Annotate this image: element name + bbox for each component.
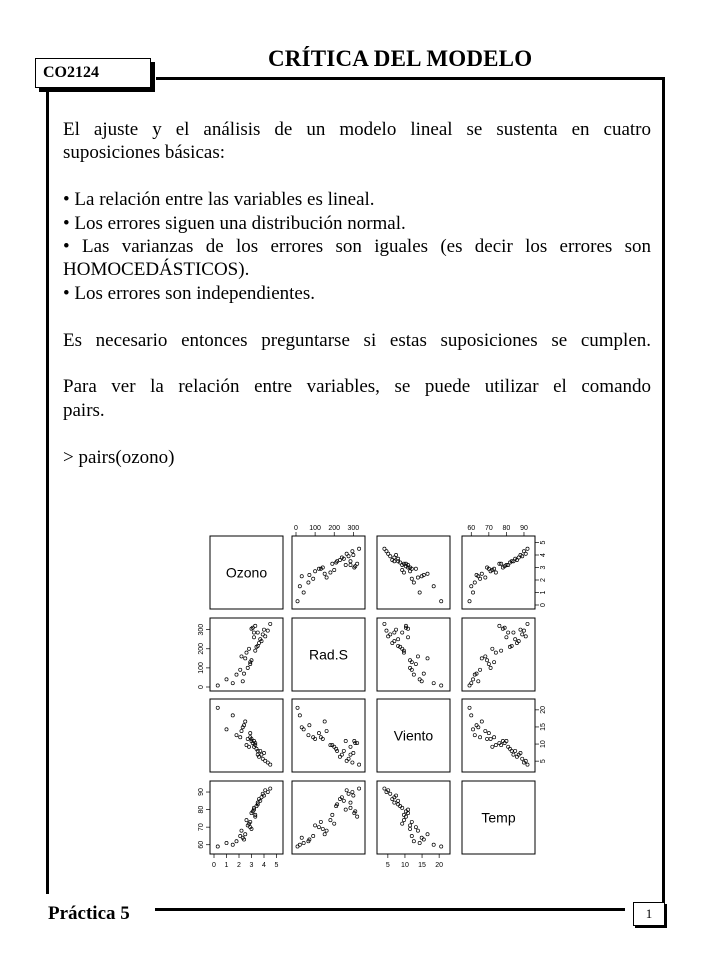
data-point — [349, 563, 352, 566]
data-point — [512, 631, 515, 634]
data-point — [314, 570, 317, 573]
data-point — [240, 655, 243, 658]
data-point — [314, 824, 317, 827]
data-point — [342, 749, 345, 752]
data-point — [260, 796, 263, 799]
data-point — [440, 600, 443, 603]
data-point — [418, 678, 421, 681]
data-point — [247, 647, 250, 650]
data-point — [471, 591, 474, 594]
bullet-variance-cont: HOMOCEDÁSTICOS). — [63, 259, 250, 281]
tick-label: 1 — [540, 590, 547, 595]
data-point — [329, 819, 332, 822]
data-point — [484, 655, 487, 658]
data-point — [432, 843, 435, 846]
data-point — [473, 734, 476, 737]
data-point — [235, 734, 238, 737]
data-point — [420, 680, 423, 683]
data-point — [239, 834, 242, 837]
data-point — [357, 787, 360, 790]
panel-rads-viento — [377, 618, 450, 691]
data-point — [498, 624, 501, 627]
data-point — [503, 741, 506, 744]
tick-label: 200 — [328, 525, 341, 532]
tick-label: 0 — [294, 525, 298, 532]
data-point — [345, 759, 348, 762]
page-number-box — [633, 902, 665, 926]
data-point — [514, 638, 517, 641]
data-point — [302, 841, 305, 844]
data-point — [225, 728, 228, 731]
data-point — [393, 556, 396, 559]
tick-label: 60 — [467, 525, 476, 532]
tick-label: 10 — [540, 740, 547, 748]
data-point — [477, 680, 480, 683]
data-point — [432, 585, 435, 588]
data-point — [325, 729, 328, 732]
data-point — [494, 651, 497, 654]
tick-label: 4 — [540, 553, 547, 557]
data-point — [264, 759, 267, 762]
data-point — [312, 577, 315, 580]
data-point — [426, 657, 429, 660]
tick-label: 80 — [502, 525, 511, 532]
data-point — [470, 585, 473, 588]
data-point — [494, 571, 497, 574]
data-point — [526, 763, 529, 766]
data-point — [319, 820, 322, 823]
data-point — [507, 745, 510, 748]
data-point — [302, 591, 305, 594]
data-point — [416, 829, 419, 832]
bullet-independence: • Los errores son independientes. — [63, 282, 316, 304]
tick-label: 1 — [224, 862, 229, 869]
panel-temp-ozono — [210, 781, 283, 854]
data-point — [402, 819, 405, 822]
tick-label: 0 — [212, 862, 216, 869]
data-point — [393, 801, 396, 804]
tick-label: 80 — [198, 805, 205, 814]
intro-line-2: suposiciones básicas: — [63, 142, 226, 164]
data-point — [296, 706, 299, 709]
data-point — [317, 826, 320, 829]
data-point — [308, 724, 311, 727]
data-point — [391, 797, 394, 800]
data-point — [500, 743, 503, 746]
data-point — [487, 662, 490, 665]
data-point — [296, 600, 299, 603]
variable-label-ozono: Ozono — [225, 564, 268, 581]
variable-label-viento: Viento — [393, 727, 434, 744]
data-point — [352, 553, 355, 556]
data-point — [418, 591, 421, 594]
tick-label: 2 — [540, 578, 547, 582]
tick-label: 4 — [262, 862, 266, 869]
data-point — [397, 799, 400, 802]
data-point — [406, 812, 409, 815]
data-point — [240, 729, 243, 732]
data-point — [391, 641, 394, 644]
data-point — [266, 629, 269, 632]
data-point — [269, 763, 272, 766]
data-point — [416, 655, 419, 658]
data-point — [331, 813, 334, 816]
data-point — [408, 824, 411, 827]
data-point — [402, 813, 405, 816]
data-point — [329, 571, 332, 574]
data-point — [412, 673, 415, 676]
data-point — [401, 806, 404, 809]
data-point — [480, 720, 483, 723]
data-point — [517, 556, 520, 559]
tick-label: 60 — [198, 840, 205, 849]
data-point — [239, 736, 242, 739]
data-point — [241, 680, 244, 683]
data-point — [505, 636, 508, 639]
data-point — [526, 547, 529, 550]
data-point — [239, 668, 242, 671]
data-point — [244, 833, 247, 836]
pairs-line-2: pairs. — [63, 399, 105, 421]
data-point — [245, 651, 248, 654]
data-point — [473, 581, 476, 584]
data-point — [349, 560, 352, 563]
data-point — [397, 803, 400, 806]
data-point — [231, 714, 234, 717]
data-point — [404, 815, 407, 818]
data-point — [397, 638, 400, 641]
data-point — [505, 739, 508, 742]
data-point — [521, 757, 524, 760]
data-point — [302, 728, 305, 731]
question-line: Es necesario entonces preguntarse si estas suposiciones se cumplen. — [63, 329, 651, 351]
data-point — [418, 841, 421, 844]
data-point — [256, 631, 259, 634]
data-point — [383, 787, 386, 790]
data-point — [216, 706, 219, 709]
data-point — [216, 684, 219, 687]
data-point — [401, 822, 404, 825]
data-point — [323, 572, 326, 575]
data-point — [308, 573, 311, 576]
data-point — [298, 843, 301, 846]
data-point — [357, 763, 360, 766]
data-point — [489, 666, 492, 669]
data-point — [245, 743, 248, 746]
data-point — [526, 622, 529, 625]
tick-label: 200 — [198, 642, 205, 655]
data-point — [471, 728, 474, 731]
tick-label: 70 — [484, 525, 493, 532]
data-point — [340, 753, 343, 756]
data-point — [440, 684, 443, 687]
tick-label: 15 — [418, 862, 426, 869]
data-point — [249, 732, 252, 735]
data-point — [349, 801, 352, 804]
data-point — [298, 585, 301, 588]
tick-label: 5 — [540, 540, 547, 545]
data-point — [519, 628, 522, 631]
data-point — [416, 576, 419, 579]
tick-label: 3 — [540, 565, 547, 570]
data-point — [344, 808, 347, 811]
data-point — [300, 726, 303, 729]
footer-label: Práctica 5 — [48, 903, 130, 924]
data-point — [484, 576, 487, 579]
data-point — [401, 631, 404, 634]
data-point — [300, 575, 303, 578]
tick-label: 90 — [520, 525, 528, 532]
data-point — [389, 633, 392, 636]
data-point — [383, 622, 386, 625]
data-point — [244, 720, 247, 723]
data-point — [498, 741, 501, 744]
tick-label: 70 — [198, 823, 205, 832]
data-point — [515, 755, 518, 758]
page-number: 1 — [645, 906, 653, 921]
tick-label: 100 — [309, 525, 321, 532]
tick-label: 5 — [274, 862, 279, 869]
data-point — [399, 804, 402, 807]
data-point — [225, 678, 228, 681]
data-point — [406, 636, 409, 639]
data-point — [307, 734, 310, 737]
data-point — [480, 572, 483, 575]
panel-viento-ozono — [210, 699, 283, 772]
data-point — [521, 633, 524, 636]
data-point — [252, 636, 255, 639]
data-point — [349, 745, 352, 748]
data-point — [252, 631, 255, 634]
data-point — [225, 841, 228, 844]
data-point — [385, 629, 388, 632]
data-point — [246, 666, 249, 669]
data-point — [494, 743, 497, 746]
intro-line-1: El ajuste y el análisis de un modelo lineal se sustenta en cuatro — [63, 119, 651, 140]
data-point — [356, 815, 359, 818]
data-point — [420, 836, 423, 839]
tick-label: 3 — [249, 862, 254, 869]
data-point — [394, 628, 397, 631]
data-point — [331, 562, 334, 565]
data-point — [231, 843, 234, 846]
data-point — [406, 808, 409, 811]
variable-label-rads: Rad.S — [309, 646, 348, 663]
bullet-variance: • Las varianzas de los errores son iguales (es decir los errores son — [63, 236, 651, 258]
command-line: > pairs(ozono) — [63, 446, 175, 468]
tick-label: 20 — [540, 705, 547, 714]
data-point — [300, 836, 303, 839]
data-point — [235, 840, 238, 843]
data-point — [500, 649, 503, 652]
data-point — [489, 737, 492, 740]
data-point — [323, 720, 326, 723]
data-point — [393, 640, 396, 643]
data-point — [485, 659, 488, 662]
data-point — [351, 761, 354, 764]
data-point — [414, 567, 417, 570]
data-point — [269, 787, 272, 790]
data-point — [412, 840, 415, 843]
data-point — [344, 739, 347, 742]
data-point — [347, 792, 350, 795]
data-point — [240, 829, 243, 832]
data-point — [491, 647, 494, 650]
page-title: CRÍTICA DEL MODELO — [268, 46, 533, 71]
data-point — [269, 622, 272, 625]
tick-label: 20 — [435, 862, 444, 869]
data-point — [351, 790, 354, 793]
data-point — [501, 739, 504, 742]
data-point — [468, 600, 471, 603]
data-point — [242, 672, 245, 675]
data-point — [323, 833, 326, 836]
data-point — [422, 672, 425, 675]
variable-label-temp: Temp — [481, 809, 516, 826]
data-point — [440, 845, 443, 848]
data-point — [262, 628, 265, 631]
data-point — [487, 732, 490, 735]
data-point — [325, 829, 328, 832]
data-point — [426, 572, 429, 575]
tick-label: 90 — [198, 788, 205, 796]
data-point — [414, 662, 417, 665]
data-point — [426, 833, 429, 836]
data-point — [512, 753, 515, 756]
pairs-line-1: Para ver la relación entre variables, se puede utilizar el comando — [63, 376, 651, 398]
data-point — [351, 550, 354, 553]
data-point — [410, 577, 413, 580]
data-point — [478, 577, 481, 580]
data-point — [333, 568, 336, 571]
data-point — [307, 581, 310, 584]
panel-ozono-viento — [377, 536, 450, 609]
tick-label: 10 — [401, 862, 409, 869]
panel-ozono-temp — [462, 536, 535, 609]
course-code: CO2124 — [43, 64, 99, 81]
data-point — [478, 736, 481, 739]
data-point — [357, 547, 360, 550]
tick-label: 0 — [540, 603, 547, 607]
tick-label: 5 — [385, 862, 390, 869]
data-point — [264, 789, 267, 792]
data-point — [493, 661, 496, 664]
data-point — [387, 635, 390, 638]
data-point — [349, 806, 352, 809]
data-point — [485, 737, 488, 740]
tick-label: 15 — [540, 723, 547, 731]
data-point — [260, 753, 263, 756]
data-point — [387, 552, 390, 555]
data-point — [507, 631, 510, 634]
data-point — [312, 834, 315, 837]
data-point — [410, 834, 413, 837]
data-point — [244, 657, 247, 660]
data-point — [298, 714, 301, 717]
data-point — [470, 714, 473, 717]
panel-viento-rads — [292, 699, 365, 772]
data-point — [471, 678, 474, 681]
data-point — [352, 751, 355, 754]
data-point — [389, 792, 392, 795]
data-point — [514, 749, 517, 752]
data-point — [325, 576, 328, 579]
data-point — [493, 736, 496, 739]
tick-label: 5 — [540, 759, 547, 764]
tick-label: 2 — [237, 862, 241, 869]
data-point — [522, 629, 525, 632]
data-point — [422, 838, 425, 841]
data-point — [404, 810, 407, 813]
data-point — [317, 732, 320, 735]
data-point — [345, 552, 348, 555]
data-point — [216, 845, 219, 848]
bullet-linearity: • La relación entre las variables es lineal. — [63, 189, 375, 211]
data-point — [347, 757, 350, 760]
data-point — [414, 826, 417, 829]
data-point — [475, 724, 478, 727]
tick-label: 0 — [198, 685, 205, 689]
tick-label: 300 — [347, 525, 360, 532]
data-point — [470, 682, 473, 685]
data-point — [342, 799, 345, 802]
data-point — [480, 657, 483, 660]
data-point — [477, 726, 480, 729]
data-point — [344, 563, 347, 566]
data-point — [468, 706, 471, 709]
data-point — [412, 581, 415, 584]
data-point — [383, 547, 386, 550]
data-point — [352, 794, 355, 797]
data-point — [402, 571, 405, 574]
data-point — [245, 819, 248, 822]
data-point — [524, 635, 527, 638]
data-point — [333, 822, 336, 825]
data-point — [338, 755, 341, 758]
data-point — [264, 635, 267, 638]
data-point — [235, 673, 238, 676]
tick-label: 100 — [198, 662, 205, 674]
data-point — [524, 552, 527, 555]
data-point — [231, 682, 234, 685]
data-point — [432, 682, 435, 685]
bullet-normality: • Los errores siguen una distribución normal. — [63, 212, 406, 234]
data-point — [510, 749, 513, 752]
data-point — [321, 827, 324, 830]
data-point — [410, 820, 413, 823]
data-point — [491, 745, 494, 748]
data-point — [484, 729, 487, 732]
data-point — [345, 789, 348, 792]
data-point — [254, 649, 257, 652]
data-point — [478, 668, 481, 671]
tick-label: 300 — [198, 623, 205, 636]
data-point — [408, 827, 411, 830]
data-point — [508, 747, 511, 750]
